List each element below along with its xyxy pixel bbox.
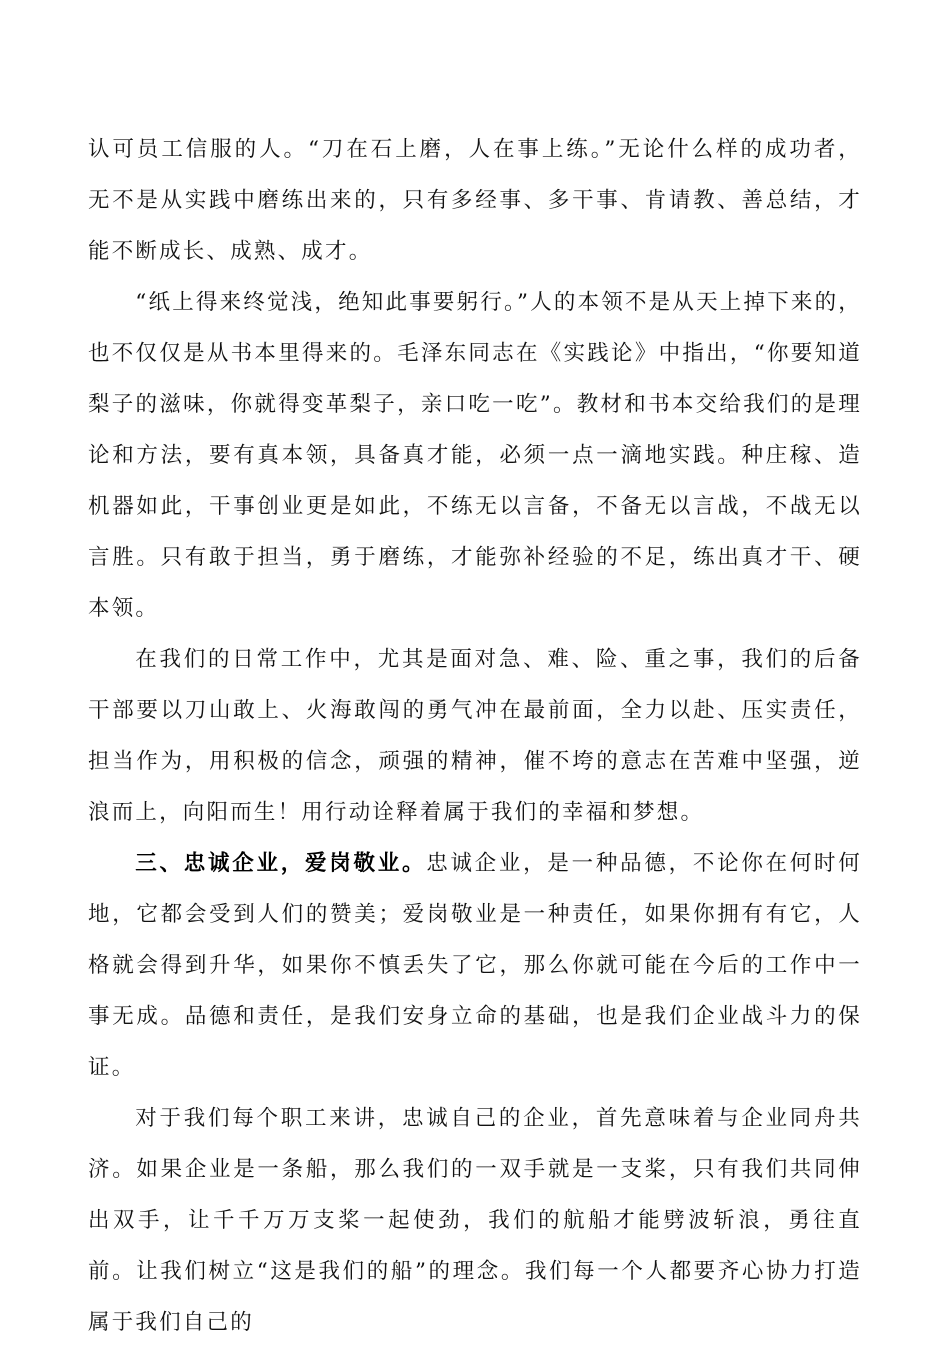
paragraph-3-text: 在我们的日常工作中，尤其是面对急、难、险、重之事，我们的后备干部要以刀山敢上、火海敢闯的勇气冲在最前面，全力以赴、压实责任，担当作为，用积极的信念，顽强的精神，催不垮的意志在苦难中坚强，逆浪而上，向阳而生！用行动诠释着属于我们的幸福和梦想。 [88, 647, 862, 825]
paragraph-5-text: 对于我们每个职工来讲，忠诚自己的企业，首先意味着与企业同舟共济。如果企业是一条船，那么我们的一双手就是一支桨，只有我们共同伸出双手，让千千万万支桨一起使劲，我们的航船才能劈波斩浪，勇往直前。让我们树立“这是我们的船”的理念。我们每一个人都要齐心协力打造属于我们自己的 [88, 1106, 862, 1335]
paragraph-4-text: 忠诚企业，是一种品德，不论你在何时何地，它都会受到人们的赞美；爱岗敬业是一种责任，如果你拥有有它，人格就会得到升华，如果你不慎丢失了它，那么你就可能在今后的工作中一事无成。品德和责任，是我们安身立命的基础，也是我们企业战斗力的保证。 [88, 851, 863, 1080]
paragraph-2 [88, 277, 862, 634]
paragraph-5 [88, 1093, 862, 1348]
paragraph-4 [88, 838, 862, 1093]
section-heading: 三、忠诚企业，爱岗敬业。 [135, 851, 427, 876]
paragraph-1 [88, 124, 862, 277]
paragraph-2-text: “纸上得来终觉浅，绝知此事要躬行。”人的本领不是从天上掉下来的，也不仅仅是从书本里得来的。毛泽东同志在《实践论》中指出，“你要知道梨子的滋味，你就得变革梨子，亲口吃一吃”。教材和书本交给我们的是理论和方法，要有真本领，具备真才能，必须一点一滴地实践。种庄稼、造机器如此，干事创业更是如此，不练无以言备，不备无以言战，不战无以言胜。只有敢于担当，勇于磨练，才能弥补经验的不足，练出真才干、硬本领。 [88, 290, 862, 621]
paragraph-3 [88, 634, 862, 838]
paragraph-1-text: 认可员工信服的人。“刀在石上磨，人在事上练。”无论什么样的成功者，无不是从实践中磨练出来的，只有多经事、多干事、肯请教、善总结，才能不断成长、成熟、成才。 [88, 137, 862, 264]
document-page [88, 124, 862, 1348]
